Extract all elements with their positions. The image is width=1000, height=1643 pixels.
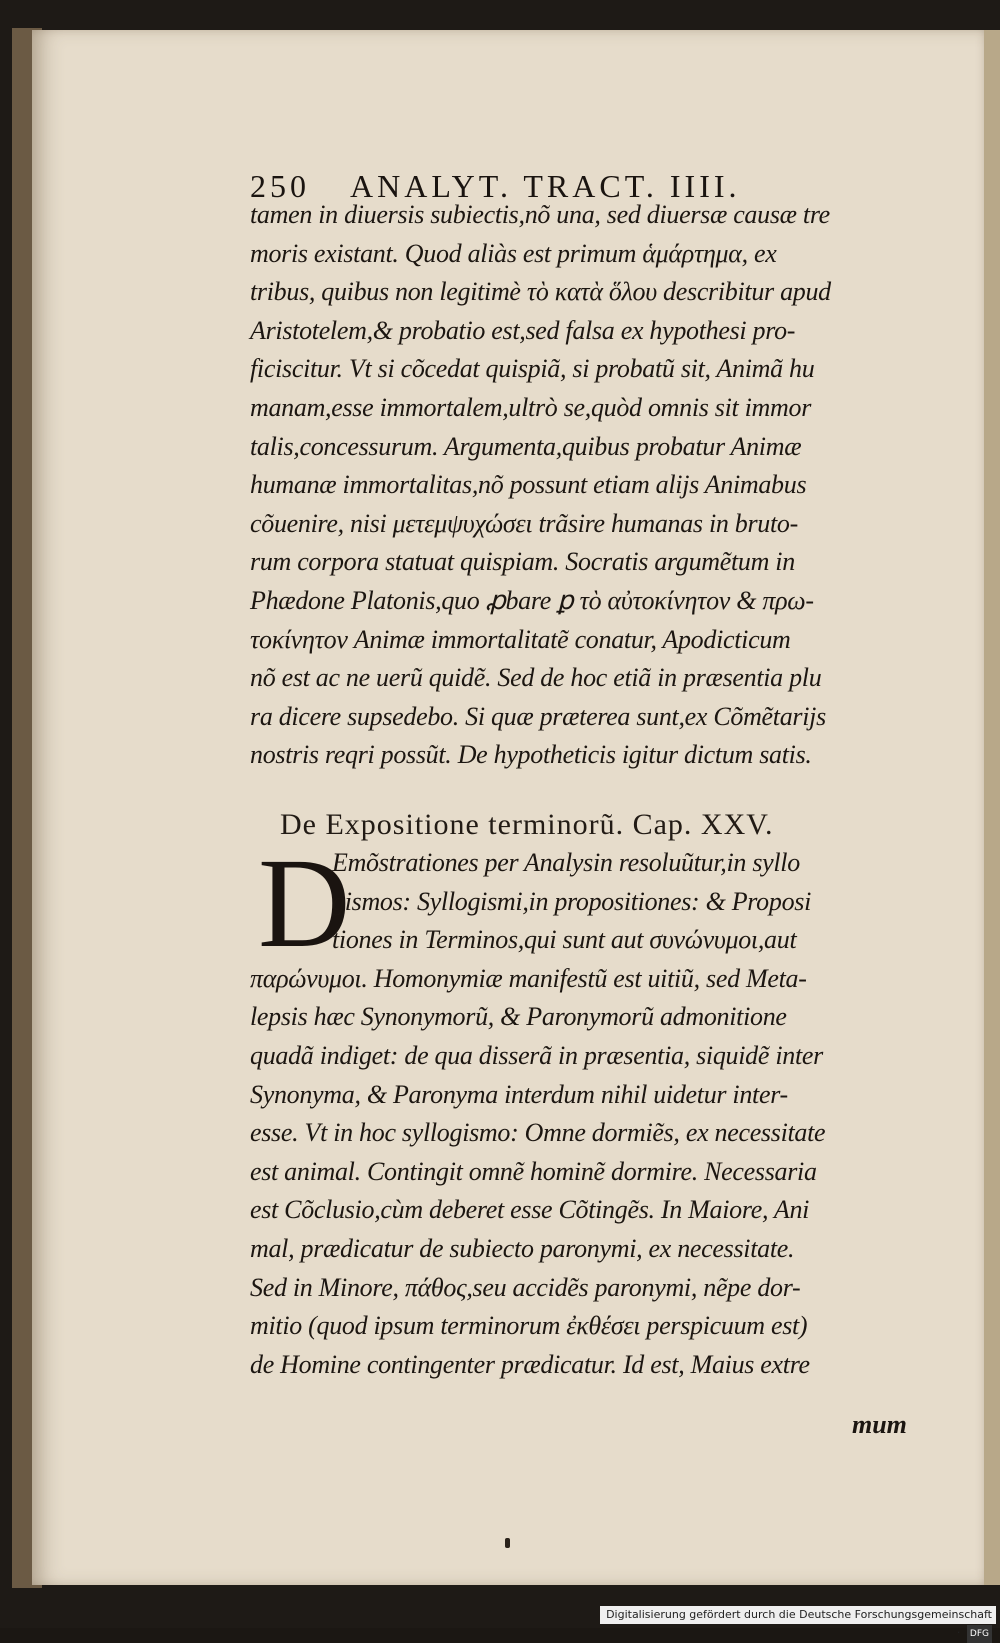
catchword: mum — [852, 1410, 907, 1439]
text-line: cõuenire, nisi μετεμψυχώσει trãsire humanas in bruto- — [250, 508, 798, 538]
drop-cap: D — [258, 832, 351, 974]
text-line: nostris reqri possũt. De hypotheticis igitur dictum satis. — [250, 740, 812, 770]
text-line: manam,esse immortalem,ultrò se,quòd omnis sit immor — [250, 393, 812, 422]
text-line: τοκίνητον Animæ immortalitatẽ conatur, Apodicticum — [250, 624, 791, 654]
text-line: quadã indiget: de qua disserã in præsentia, siquidẽ inter — [250, 1041, 823, 1070]
page-header — [250, 168, 890, 204]
page-number: 250 — [250, 168, 310, 204]
text-line: est Cõclusio,cùm deberet esse Cõtingẽs. In Maiore, Ani — [250, 1195, 810, 1225]
text-line: ra dicere supsedebo. Si quæ præterea sunt,ex Cõmẽtarijs — [250, 701, 826, 731]
digitization-footer — [600, 1606, 996, 1639]
text-line: ficiscitur. Vt si cõcedat quispiã, si probatũ sit, Animã hu — [250, 354, 815, 384]
text-line: de Homine contingenter prædicatur. Id est, Maius extre — [250, 1349, 810, 1379]
text-line: mitio (quod ipsum terminorum ἐκθέσει perspicuum est) — [250, 1311, 808, 1341]
text-line: Synonyma, & Paronyma interdum nihil uidetur inter- — [250, 1079, 788, 1109]
text-line: παρώνυμοι. Homonymiæ manifestũ est uitiũ, sed Meta- — [250, 963, 807, 993]
text-line: Sed in Minore, πάθος,seu accidẽs paronymi, nẽpe dor- — [250, 1272, 801, 1302]
text-line: lepsis hæc Synonymorũ, & Paronymorũ admonitione — [250, 1002, 787, 1032]
text-line: Phædone Platonis,quo ꝓbare ꝑ τὸ αὐτοκίνητον & πρω- — [250, 586, 814, 615]
chapter-heading: De Expositione terminorũ. Cap. XXV. — [280, 808, 774, 841]
text-line: esse. Vt in hoc syllogismo: Omne dormiẽs, ex necessitate — [250, 1118, 826, 1148]
text-line: tamen in diuersis subiectis,nõ una, sed diuersæ causæ tre — [250, 200, 830, 229]
dfg-logo: DFG — [967, 1625, 992, 1643]
footer-text: Digitalisierung gefördert durch die Deutsche Forschungsgemeinschaft · — [606, 1608, 992, 1639]
text-line: est animal. Contingit omnẽ hominẽ dormire. Necessaria — [250, 1156, 817, 1186]
text-line: Aristotelem,& probatio est,sed falsa ex hypothesi pro- — [250, 315, 796, 345]
text-line: Emõstrationes per Analysin resoluũtur,in syllo — [332, 848, 800, 877]
page-gutter — [984, 30, 1000, 1585]
text-line: rum corpora statuat quispiam. Socratis argumẽtum in — [250, 547, 795, 577]
running-title: ANALYT. TRACT. IIII. — [350, 168, 741, 204]
text-line: humanæ immortalitas,nõ possunt etiam alijs Animabus — [250, 470, 807, 500]
text-line: nõ est ac ne uerũ quidẽ. Sed de hoc etiã in præsentia plu — [250, 663, 822, 693]
text-line: talis,concessurum. Argumenta,quibus probatur Animæ — [250, 431, 802, 461]
text-line: gismos: Syllogismi,in propositiones: & Proposi — [332, 886, 812, 916]
text-line: moris existant. Quod aliàs est primum ἁμάρτημα, ex — [250, 238, 777, 268]
text-line: tribus, quibus non legitimè τὸ κατὰ ὅλου describitur apud — [250, 277, 831, 307]
text-line: tiones in Terminos,qui sunt aut συνώνυμοι,aut — [332, 925, 797, 955]
text-line: mal, prædicatur de subiecto paronymi, ex necessitate. — [250, 1234, 795, 1263]
ink-mark — [505, 1538, 510, 1548]
